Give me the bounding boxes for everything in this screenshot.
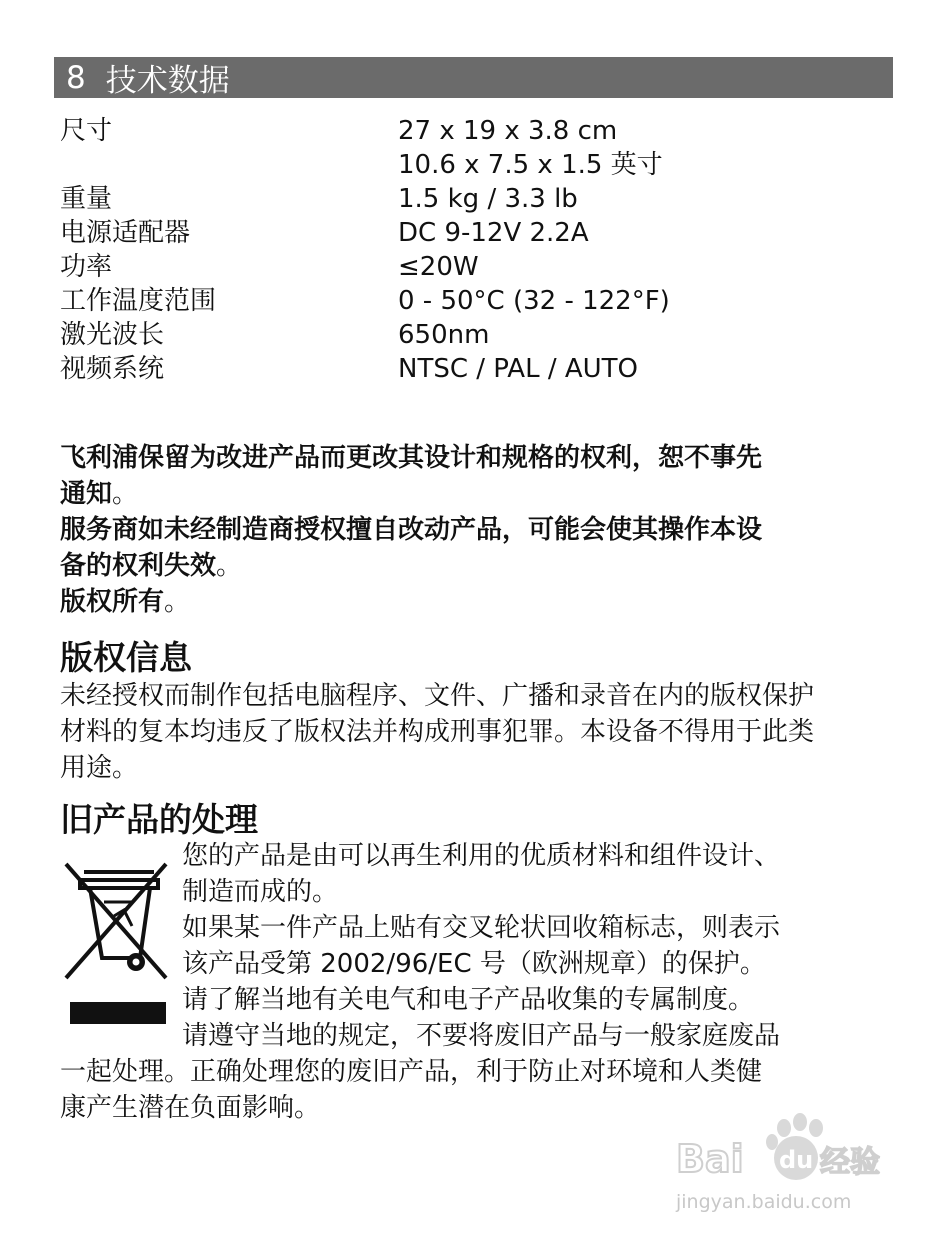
disposal-heading: 旧产品的处理 (60, 800, 258, 839)
spec-value-weight: 1.5 kg / 3.3 lb (398, 184, 578, 214)
notice-design-change: 飞利浦保留为改进产品而更改其设计和规格的权利，恕不事先 通知。 (60, 443, 763, 509)
notice-all-rights-reserved: 版权所有。 (60, 587, 191, 617)
svg-text:经验: 经验 (820, 1145, 880, 1180)
section-title: 技术数据 (105, 63, 230, 99)
section-number: 8 (66, 59, 86, 96)
baidu-jingyan-watermark (672, 1110, 894, 1220)
copyright-text: 未经授权而制作包括电脑程序、文件、广播和录音在内的版权保护 材料的复本均违反了版权法并构成刑事犯罪。本设备不得用于此类 用途。 (60, 681, 815, 783)
spec-label-temperature: 工作温度范围 (60, 286, 217, 316)
spec-value-adapter: DC 9-12V 2.2A (398, 218, 589, 248)
spec-value-dimensions-cm: 27 x 19 x 3.8 cm (398, 116, 618, 146)
spec-value-video: NTSC / PAL / AUTO (398, 354, 639, 384)
svg-text:jingyan.baidu.com: jingyan.baidu.com (676, 1191, 852, 1213)
spec-label-video: 视频系统 (60, 354, 165, 384)
disposal-text-indented: 您的产品是由可以再生利用的优质材料和组件设计、 制造而成的。 如果某一件产品上贴有交叉轮状回收箱标志，则表示 该产品受第 2002/96/EC 号（欧洲规章）的保护。 请了解当地有关电气和电子产品收集的专属制度。 请遵守当地的规定，不要将废旧产品与一般家庭废品 (182, 841, 781, 1051)
spec-label-weight: 重量 (60, 184, 113, 214)
notice-unauthorized-modification: 服务商如未经制造商授权擅自改动产品，可能会使其操作本设 备的权利失效。 (60, 515, 763, 581)
spec-label-laser: 激光波长 (60, 320, 165, 350)
spec-value-laser: 650nm (398, 320, 490, 350)
spec-label-power: 功率 (60, 252, 113, 282)
disposal-text-full: 一起处理。正确处理您的废旧产品，利于防止对环境和人类健 康产生潜在负面影响。 (60, 1057, 763, 1123)
section-header (54, 57, 893, 98)
crossed-out-wheelie-bin-icon (62, 858, 172, 1033)
spec-value-dimensions-in: 10.6 x 7.5 x 1.5 英寸 (398, 150, 663, 180)
spec-label-dimensions: 尺寸 (60, 116, 113, 146)
spec-value-temperature: 0 - 50°C (32 - 122°F) (398, 286, 670, 316)
spec-value-power: ≤20W (398, 252, 479, 282)
svg-text:du: du (779, 1146, 814, 1174)
copyright-heading: 版权信息 (60, 638, 192, 677)
svg-text:Bai: Bai (676, 1137, 744, 1181)
spec-label-adapter: 电源适配器 (60, 218, 191, 248)
